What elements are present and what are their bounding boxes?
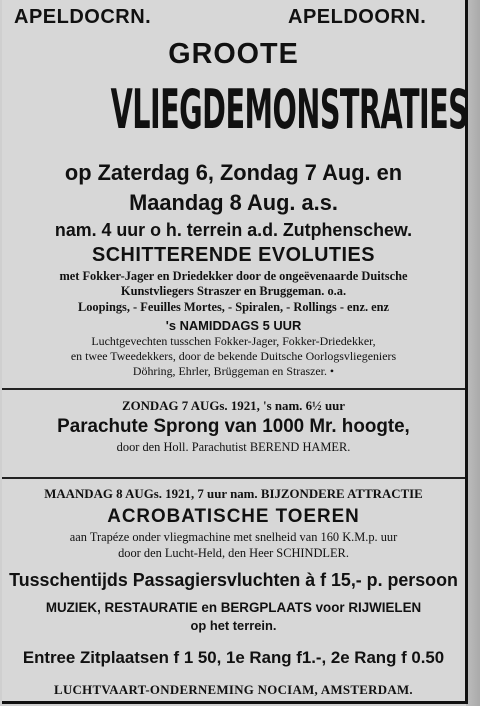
divider	[2, 388, 465, 390]
footer-organiser: LUCHTVAART-ONDERNEMING NOCIAM, AMSTERDAM.	[54, 682, 413, 697]
advertisement	[2, 0, 468, 704]
evoluties-heading: SCHITTERENDE EVOLUTIES	[92, 244, 375, 266]
divider	[2, 477, 465, 479]
acrobatisch-title: ACROBATISCHE TOEREN	[107, 506, 360, 527]
dates-line-2: Maandag 8 Aug. a.s.	[129, 190, 338, 215]
town-left: APELDOCRN.	[14, 6, 152, 28]
kicker: GROOTE	[168, 38, 299, 70]
town-right: APELDOORN.	[288, 6, 427, 28]
acrobatisch-line-1: aan Trapéze onder vliegmachine met snelheid van 160 K.M.p. uur	[69, 530, 398, 544]
acrobatisch-when: MAANDAG 8 AUGs. 1921, 7 uur nam. BIJZONDERE ATTRACTIE	[44, 486, 423, 501]
acrobatisch-line-2: door den Lucht-Held, den Heer SCHINDLER.	[118, 546, 349, 560]
dates-line-1: op Zaterdag 6, Zondag 7 Aug. en	[64, 160, 403, 185]
facilities-line-2: op het terrein.	[190, 618, 277, 633]
passenger-flights: Tusschentijds Passagiersvluchten à f 15,- p. persoon	[9, 570, 458, 590]
facilities-line-1: MUZIEK, RESTAURATIE en BERGPLAATS voor RIJWIELEN	[45, 600, 422, 615]
namiddags-line-1: Luchtgevechten tusschen Fokker-Jager, Fokker-Driedekker,	[91, 334, 376, 348]
time-place: nam. 4 uur o h. terrein a.d. Zutphenschew.	[54, 220, 413, 240]
parachute-by: door den Holl. Parachutist BEREND HAMER.	[116, 440, 351, 454]
namiddags-heading: 's NAMIDDAGS 5 UUR	[165, 318, 302, 333]
evoluties-line-3: Loopings, - Feuilles Mortes, - Spiralen, - Rollings - enz. enz	[77, 300, 390, 314]
evoluties-line-2: Kunstvliegers Straszer en Bruggeman. o.a.	[120, 284, 347, 298]
parachute-when: ZONDAG 7 AUGs. 1921, 's nam. 6½ uur	[122, 398, 345, 413]
parachute-title: Parachute Sprong van 1000 Mr. hoogte,	[57, 416, 410, 437]
page-title: VLIEGDEMONSTRATIES	[110, 78, 469, 141]
namiddags-line-3: Döhring, Ehrler, Brüggeman en Straszer. •	[132, 364, 335, 378]
namiddags-line-2: en twee Tweedekkers, door de bekende Duitsche Oorlogsvliegeniers	[70, 349, 397, 363]
entrance-prices: Entree Zitplaatsen f 1 50, 1e Rang f1.-, 2e Rang f 0.50	[22, 648, 445, 667]
evoluties-line-1: met Fokker-Jager en Driedekker door de ongeëvenaarde Duitsche	[59, 269, 408, 283]
